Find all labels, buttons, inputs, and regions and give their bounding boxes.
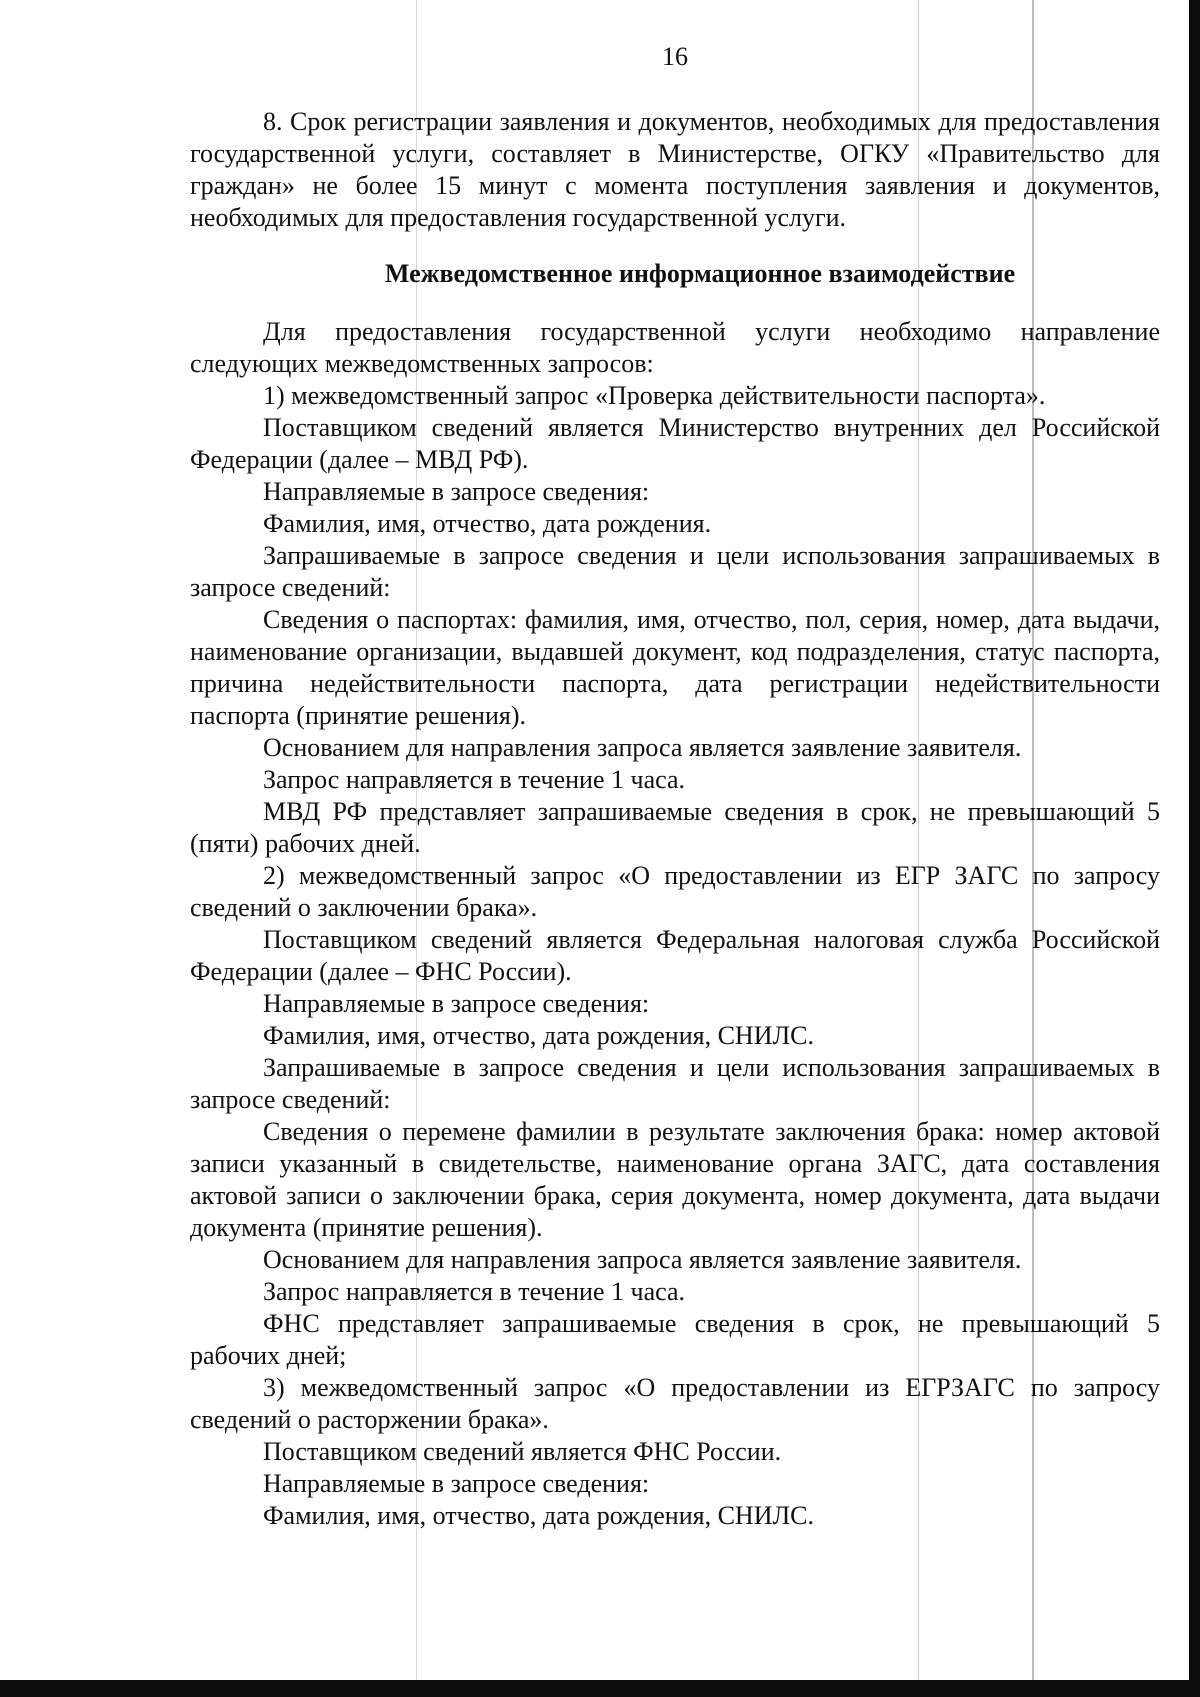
paragraph: Поставщиком сведений является Министерство внутренних дел Российской Федерации (далее – МВД РФ).: [190, 413, 1160, 474]
paragraph: 1) межведомственный запрос «Проверка действительности паспорта».: [263, 381, 1046, 410]
paragraph: Фамилия, имя, отчество, дата рождения, СНИЛС.: [263, 1021, 814, 1050]
paragraph: Основанием для направления запроса является заявление заявителя.: [263, 1245, 1022, 1274]
paragraph: 2) межведомственный запрос «О предоставлении из ЕГР ЗАГС по запросу сведений о заключении брака».: [190, 861, 1160, 922]
paragraph: Поставщиком сведений является Федеральная налоговая служба Российской Федерации (далее – ФНС России).: [190, 925, 1160, 986]
paragraph: Основанием для направления запроса является заявление заявителя.: [263, 733, 1022, 762]
paragraph: Запрос направляется в течение 1 часа.: [263, 765, 686, 794]
paragraph: Фамилия, имя, отчество, дата рождения.: [263, 509, 712, 538]
paragraph: Фамилия, имя, отчество, дата рождения, СНИЛС.: [263, 1501, 814, 1530]
paragraph-item-8: 8. Срок регистрации заявления и документов, необходимых для предоставления государственной услуги, составляет в Министерстве, ОГКУ «Правительство для граждан» не более 15 минут с момента поступления заявления и документов, необходимых для предоставления государственной услуги.: [190, 107, 1160, 232]
scan-right-edge: [1189, 0, 1200, 1697]
paragraph: Поставщиком сведений является ФНС России.: [263, 1437, 782, 1466]
paragraph: Сведения о паспортах: фамилия, имя, отчество, пол, серия, номер, дата выдачи, наименование организации, выдавшей документ, код подразделения, статус паспорта, причина недействительности паспорта, дата регистрации недействительности паспорта (принятие решения).: [190, 605, 1160, 730]
page-number: 16: [662, 42, 688, 71]
paragraph: Запрашиваемые в запросе сведения и цели использования запрашиваемых в запросе сведений:: [190, 541, 1160, 602]
paragraph: Направляемые в запросе сведения:: [263, 989, 650, 1018]
document-body: [190, 106, 1160, 1532]
paragraph: 3) межведомственный запрос «О предоставлении из ЕГРЗАГС по запросу сведений о расторжении брака».: [190, 1373, 1160, 1434]
paragraph: Запрашиваемые в запросе сведения и цели использования запрашиваемых в запросе сведений:: [190, 1053, 1160, 1114]
section-heading: Межведомственное информационное взаимодействие: [384, 259, 1016, 288]
scan-bottom-edge: [0, 1680, 1200, 1697]
paragraph: Направляемые в запросе сведения:: [263, 1469, 650, 1498]
paragraph: ФНС представляет запрашиваемые сведения в срок, не превышающий 5 рабочих дней;: [190, 1309, 1160, 1370]
paragraph: МВД РФ представляет запрашиваемые сведения в срок, не превышающий 5 (пяти) рабочих дней.: [190, 797, 1160, 858]
paragraph: Запрос направляется в течение 1 часа.: [263, 1277, 686, 1306]
paragraph: Для предоставления государственной услуги необходимо направление следующих межведомственных запросов:: [190, 317, 1160, 378]
paragraph: Сведения о перемене фамилии в результате заключения брака: номер актовой записи указанный в свидетельстве, наименование органа ЗАГС, дата составления актовой записи о заключении брака, серия документа, номер документа, дата выдачи документа (принятие решения).: [190, 1117, 1160, 1242]
paragraph: Направляемые в запросе сведения:: [263, 477, 650, 506]
